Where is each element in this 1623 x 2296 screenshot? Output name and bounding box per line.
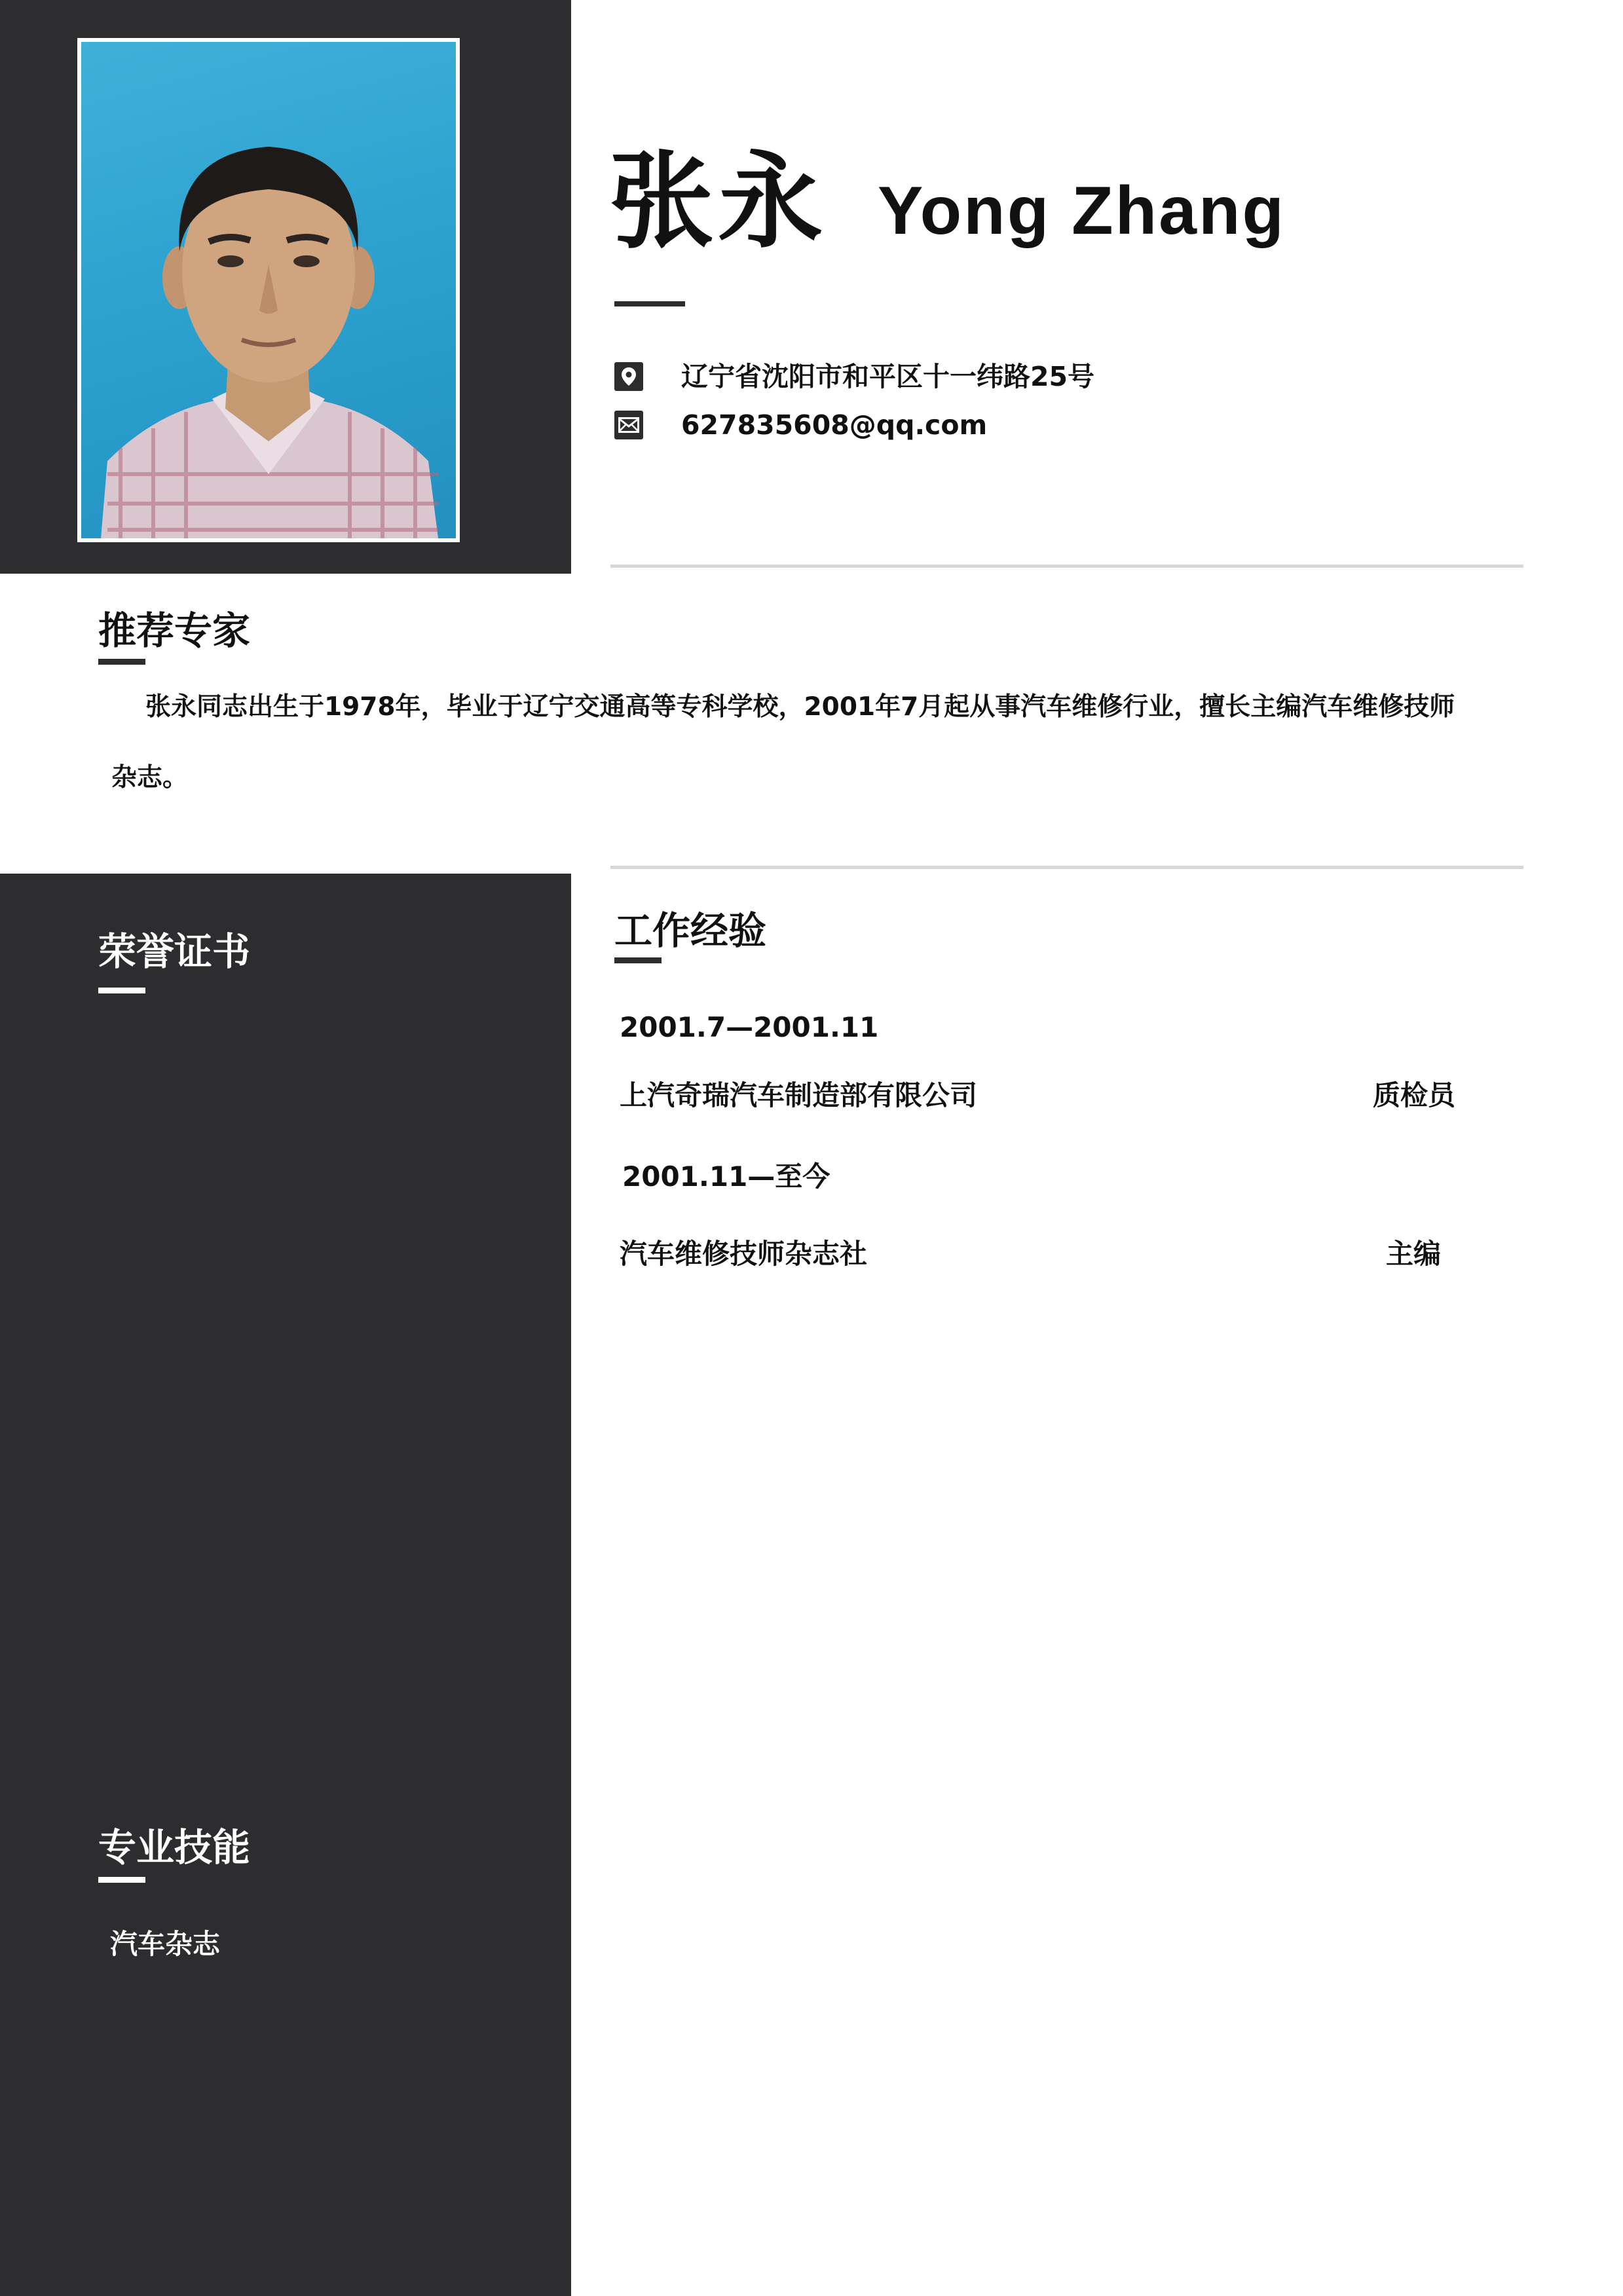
address-text: 辽宁省沈阳市和平区十一纬路25号 — [681, 361, 1095, 392]
skill-item: 汽车杂志 — [110, 1928, 221, 1960]
contact-email-row — [614, 409, 988, 441]
map-pin-icon — [614, 362, 643, 391]
contact-address-row — [614, 361, 1095, 392]
skills-title-underline — [98, 1877, 145, 1883]
name-underline — [614, 301, 685, 306]
honors-title: 荣誉证书 — [98, 929, 251, 974]
summary-text-line-1: 张永同志出生于1978年，毕业于辽宁交通高等专科学校，2001年7月起从事汽车维修行业，擅长主编汽车维修技师 — [145, 692, 1455, 722]
experience-period: 2001.11—至今 — [622, 1160, 830, 1193]
honors-title-underline — [98, 988, 145, 993]
profile-photo-frame — [77, 38, 460, 542]
experience-divider — [610, 866, 1523, 869]
summary-text-line-2: 杂志。 — [111, 763, 189, 792]
summary-title-underline — [98, 659, 145, 665]
name-chinese: 张永 — [609, 140, 827, 263]
summary-title: 推荐专家 — [98, 608, 251, 653]
experience-company: 上汽奇瑞汽车制造部有限公司 — [620, 1079, 978, 1111]
name-english: Yong Zhang — [878, 173, 1286, 249]
experience-company: 汽车维修技师杂志社 — [620, 1238, 868, 1270]
experience-position: 质检员 — [1373, 1079, 1456, 1111]
experience-title-underline — [614, 957, 662, 963]
skills-title: 专业技能 — [98, 1825, 251, 1870]
envelope-icon — [614, 411, 643, 439]
experience-position: 主编 — [1386, 1238, 1442, 1270]
experience-title: 工作经验 — [614, 908, 767, 953]
header-divider — [610, 565, 1523, 568]
profile-photo — [81, 42, 456, 538]
email-link[interactable]: 627835608@qq.com — [681, 409, 988, 441]
experience-period: 2001.7—2001.11 — [620, 1011, 879, 1043]
left-sidebar-panel — [0, 874, 571, 2296]
